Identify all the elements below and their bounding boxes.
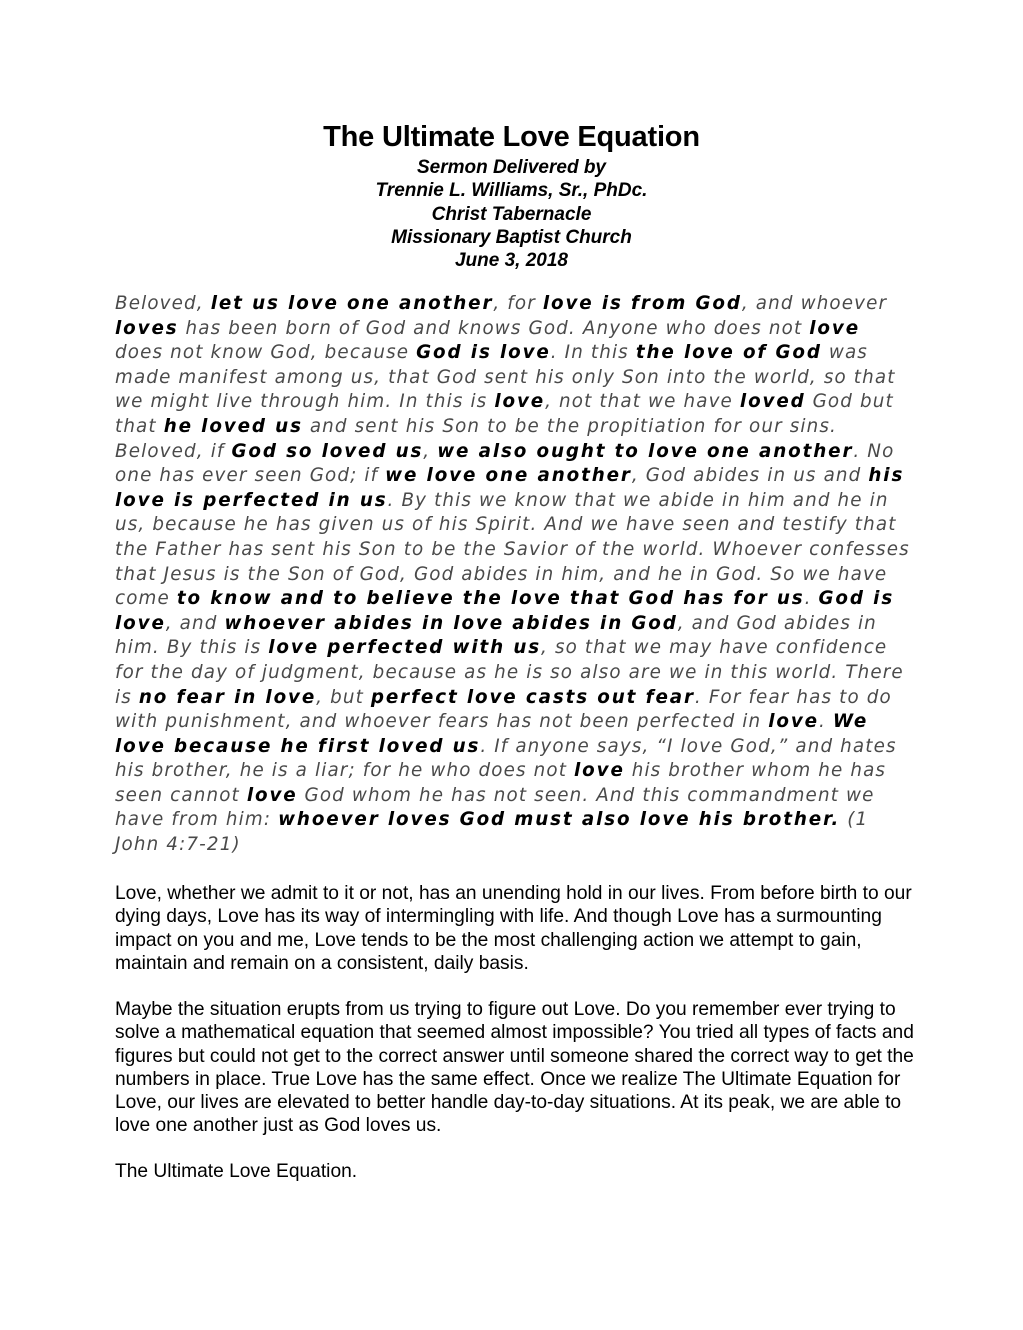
- scripture-text: , God abides in us and: [631, 465, 869, 487]
- scripture-emphasis: love: [246, 784, 298, 806]
- scripture-emphasis: he loved us: [163, 415, 303, 437]
- scripture-text: , and God abides in him. By this is: [115, 612, 877, 659]
- scripture-emphasis: whoever loves God must also love his brother.: [278, 809, 841, 831]
- author-line: Trennie L. Williams, Sr., PhDc.: [375, 180, 648, 202]
- scripture-emphasis: God so loved us: [231, 440, 424, 462]
- scripture-emphasis: let us love one another: [210, 293, 494, 314]
- scripture-emphasis: love perfected with us: [268, 637, 542, 659]
- scripture-emphasis: love is from God: [542, 293, 742, 314]
- scripture-emphasis: love: [809, 317, 860, 339]
- scripture-text: .: [818, 711, 833, 733]
- body-paragraph-3: The Ultimate Love Equation.: [115, 1161, 358, 1182]
- scripture-emphasis: no fear in love: [138, 686, 317, 708]
- scripture-text: Beloved,: [115, 293, 211, 314]
- scripture-emphasis: love: [768, 711, 819, 733]
- scripture-passage: [115, 292, 915, 858]
- scripture-emphasis: God is love: [416, 342, 551, 364]
- scripture-text: .: [804, 588, 819, 610]
- scripture-text: has been born of God and knows God. Anyone who does not: [178, 317, 810, 339]
- scripture-text: , but: [316, 686, 371, 708]
- scripture-text: , and: [165, 612, 225, 634]
- scripture-text: his brother whom he has seen cannot: [115, 760, 887, 806]
- scripture-text: was made manifest among us, that God sent his only Son into the world, so that we might live through him. In this is: [115, 342, 896, 413]
- scripture-text: God whom he has not seen. And this commandment we have from him:: [115, 784, 875, 831]
- date-line: June 3, 2018: [454, 250, 569, 272]
- scripture-text: . In this: [550, 342, 636, 364]
- scripture-text: God but that: [115, 391, 894, 437]
- scripture-emphasis: perfect love casts out fear: [370, 686, 695, 708]
- scripture-emphasis: to know and to believe the love that God has for us: [176, 588, 805, 610]
- body-paragraph-2: Maybe the situation erupts from us trying to figure out Love. Do you remember ever trying to solve a mathematical equation that seemed almost impossible? You tried all types of facts and figures but could not get to the correct answer until someone shared the correct way to get the numbers in place. True Love has the same effect. Once we realize The Ultimate Equation for Love, our lives are elevated to better handle day-to-day situations. At its peak, we are able to love one another just as God loves us.: [115, 999, 914, 1137]
- scripture-emphasis: whoever abides in love abides in God: [224, 612, 678, 634]
- church-line-2: Missionary Baptist Church: [391, 226, 632, 248]
- sermon-delivered-line: Sermon Delivered by: [416, 157, 607, 178]
- scripture-text: ,: [423, 440, 438, 462]
- scripture-emphasis: the love of God: [635, 342, 822, 364]
- scripture-emphasis: God is love: [115, 588, 895, 634]
- scripture-text: , for: [493, 293, 543, 314]
- scripture-emphasis: his love is perfected in us: [115, 465, 905, 511]
- scripture-emphasis: loves: [115, 317, 179, 339]
- page-title: The Ultimate Love Equation: [323, 121, 700, 153]
- scripture-emphasis: loved: [739, 391, 806, 413]
- scripture-text: , and whoever: [741, 293, 888, 314]
- scripture-text: . By this we know that we abide in him and he in us, because he has given us of his Spirit. And we have seen and testify that the Father has sent his Son to be the Savior of the world. Whoever confesses that Jesus is the Son of God, God abides in him, and he in God. So we have come: [115, 489, 910, 610]
- document-header: [0, 118, 1023, 272]
- church-line-1: Christ Tabernacle: [431, 203, 592, 225]
- scripture-text: . For fear has to do with punishment, and whoever fears has not been perfected in: [115, 686, 892, 733]
- scripture-text: . If anyone says, “I love God,” and hates his brother, he is a liar; for he who does not: [115, 735, 897, 782]
- scripture-emphasis: love: [494, 391, 546, 413]
- scripture-text: , not that we have: [545, 391, 740, 413]
- scripture-text: does not know God, because: [115, 342, 417, 364]
- scripture-text: . No one has ever seen God; if: [115, 440, 895, 487]
- scripture-emphasis: we also ought to love one another: [437, 440, 854, 462]
- body-paragraph-1: Love, whether we admit to it or not, has an unending hold in our lives. From before birth to our dying days, Love has its way of intermingling with life. And though Love has a surmounting impact on you and me, Love tends to be the most challenging action we attempt to gain, maintain and remain on a consistent, daily basis.: [115, 883, 912, 974]
- scripture-emphasis: we love one another: [385, 465, 632, 487]
- scripture-text: , so that we may have confidence for the day of judgment, because as he is so also are we in this world. There is: [115, 637, 904, 708]
- scripture-emphasis: love: [574, 760, 625, 782]
- scripture-text: and sent his Son to be the propitiation for our sins. Beloved, if: [115, 415, 837, 462]
- scripture-emphasis: We love because he first loved us: [115, 711, 869, 757]
- scripture-text: (1 John 4:7-21): [115, 809, 869, 856]
